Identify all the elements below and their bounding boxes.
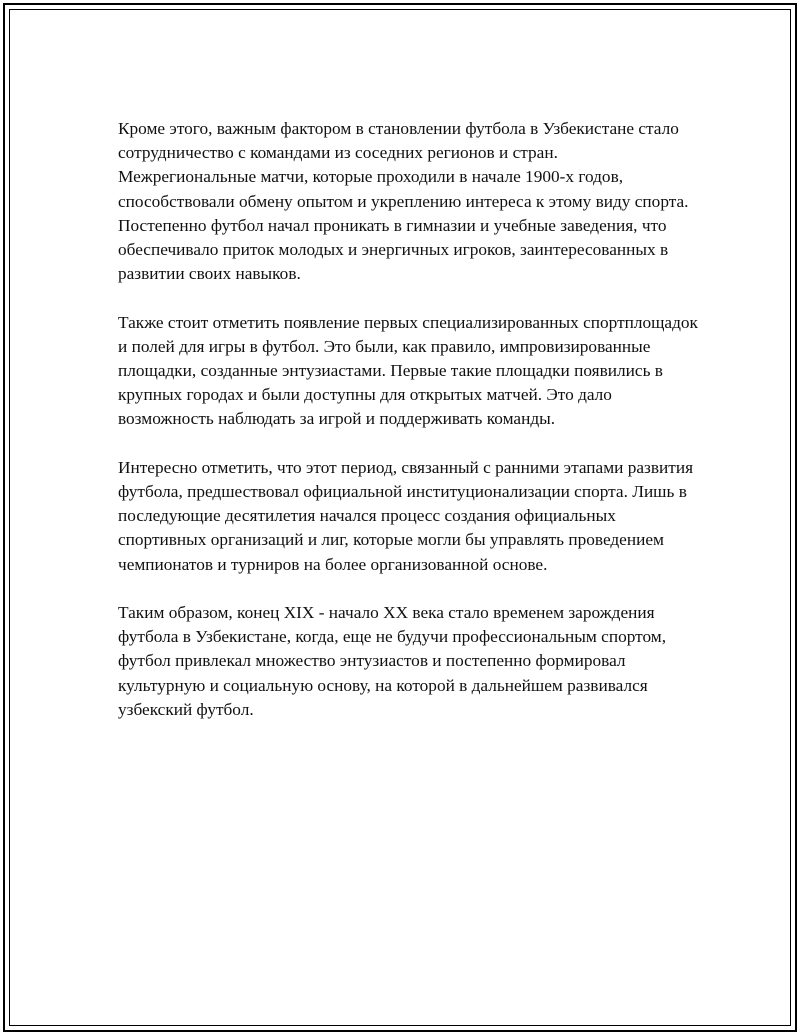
paragraph-institutionalization: Интересно отметить, что этот период, связанный с ранними этапами развития футбола, предшествовал официальной институционализации спорта. Лишь в последующие десятилетия начался процесс создания официальных спортивных организаций и лиг, которые могли бы управлять проведением чемпионатов и турниров на более организованной основе.	[118, 457, 694, 574]
paragraph-conclusion: Таким образом, конец XIX - начало XX века стало временем зарождения футбола в Узбекистане, когда, еще не будучи профессиональным спортом, футбол привлекал множество энтузиастов и постепенно формировал культурную и социальную основу, на которой в дальнейшем развивался узбекский футбол.	[118, 603, 667, 719]
paragraph-cooperation: Кроме этого, важным фактором в становлении футбола в Узбекистане стало сотрудничество с командами из соседних регионов и стран. Межрегиональные матчи, которые проходили в начале 1900-х годов, способствовали обмену опытом и укреплению интереса к этому виду спорта. Постепенно футбол начал проникать в гимназии и учебные заведения, что обеспечивало приток молодых и энергичных игроков, заинтересованных в развитии своих навыков.	[118, 119, 689, 284]
paragraph-sports-grounds: Также стоит отметить появление первых специализированных спортплощадок и полей для игры в футбол. Это были, как правило, импровизированные площадки, созданные энтузиастами. Первые такие площадки появились в крупных городах и были доступны для открытых матчей. Это дало возможность наблюдать за игрой и поддерживать команды.	[118, 312, 698, 429]
document-body	[118, 117, 698, 746]
